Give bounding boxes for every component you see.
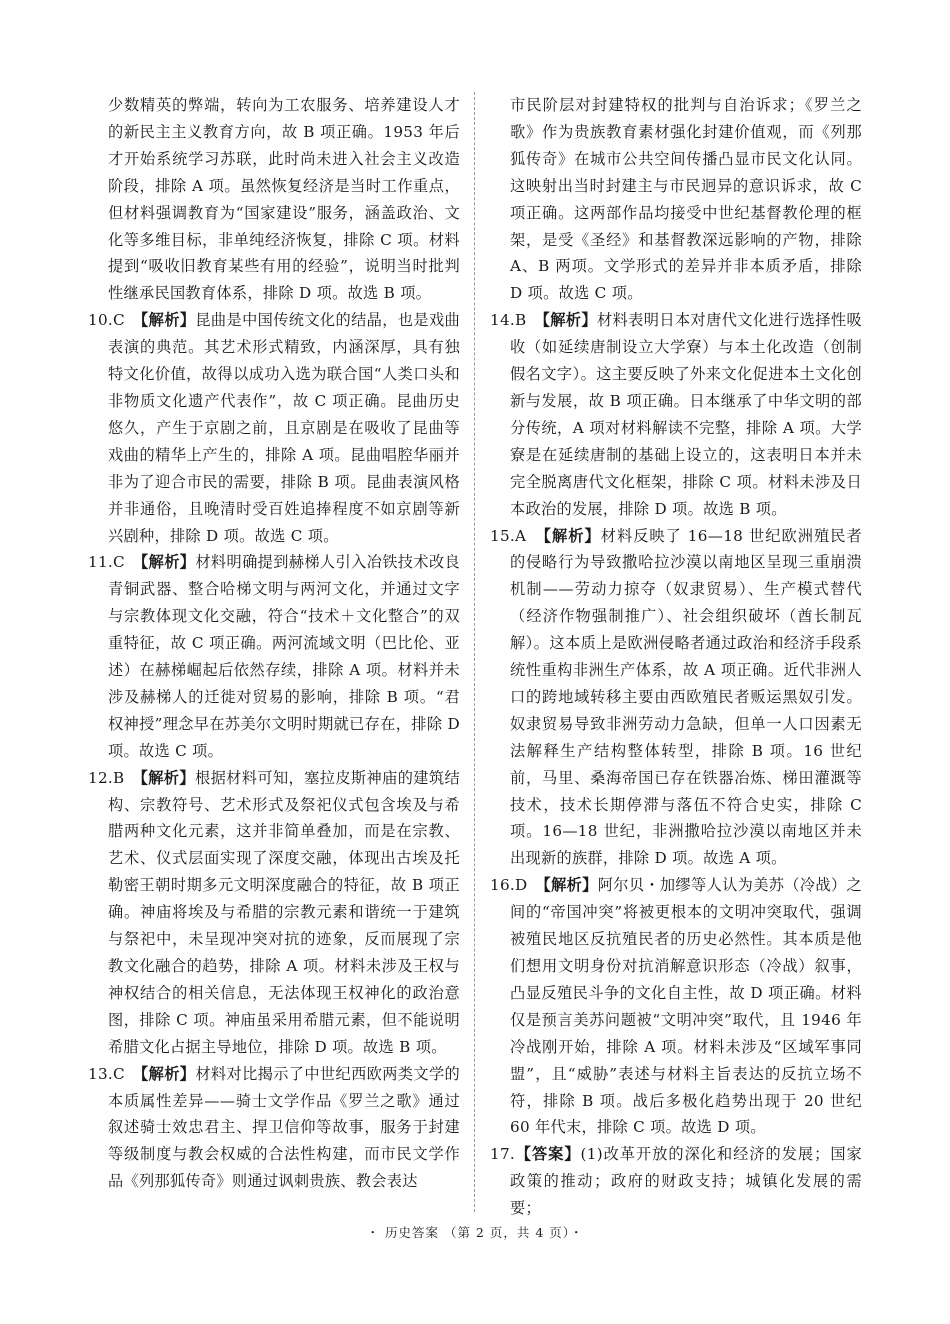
answer-item-14 bbox=[490, 307, 862, 522]
question-number: 11.C bbox=[88, 553, 125, 572]
answer-item-13 bbox=[88, 1061, 460, 1196]
question-number: 16.D bbox=[490, 876, 528, 895]
answer-item-17 bbox=[490, 1141, 862, 1222]
question-number: 14.B bbox=[490, 311, 527, 330]
page-footer: ・ 历史答案 （第 2 页，共 4 页）・ bbox=[366, 1225, 584, 1240]
analysis-text: 昆曲是中国传统文化的结晶，也是戏曲表演的典范。其艺术形式精致，内涵深厚，具有独特文化价值，故得以成功入选为联合国“人类口头和非物质文化遗产代表作”，故 C 项正确。昆曲历史悠久，产生于京剧之前，且京剧是在吸收了昆曲等戏曲的精华上产生的，排除 A 项。昆曲唱腔华丽并非为了迎合市民的需要，排除 B 项。昆曲表演风格并非通俗，且晚清时受百姓追捧程度不如京剧等新兴剧种，排除 D 项。故选 C 项。 bbox=[108, 311, 460, 545]
analysis-tag: 【解析】 bbox=[542, 311, 597, 330]
analysis-text: 材料对比揭示了中世纪西欧两类文学的本质属性差异——骑士文学作品《罗兰之歌》通过叙述骑士效忠君主、捍卫信仰等故事，服务于封建等级制度与教会权威的合法性构建，而市民文学作品《列那狐传奇》则通过讽刺贵族、教会表达 bbox=[108, 1064, 460, 1191]
question-number: 12.B bbox=[88, 768, 125, 787]
analysis-tag: 【解析】 bbox=[140, 1064, 196, 1083]
analysis-text: 材料表明日本对唐代文化进行选择性吸收（如延续唐制设立大学寮）与本土化改造（创制假名文字）。这主要反映了外来文化促进本土文化创新与发展，故 B 项正确。日本继承了中华文明的部分传统，A 项对材料解读不完整，排除 A 项。大学寮是在延续唐制的基础上设立的，这表明日本并未完全脱离唐代文化框架，排除 C 项。材料未涉及日本政治的发展，排除 D 项。故选 B 项。 bbox=[510, 311, 862, 518]
answer-tag: 【答案】 bbox=[515, 1145, 581, 1164]
answer-item-15 bbox=[490, 523, 862, 873]
question-number: 13.C bbox=[88, 1064, 125, 1083]
answer-item-10 bbox=[88, 307, 460, 549]
right-column bbox=[490, 92, 862, 1222]
answer-item-12 bbox=[88, 765, 460, 1061]
left-column bbox=[88, 92, 460, 1195]
answer-item-16 bbox=[490, 872, 862, 1141]
analysis-text: 根据材料可知，塞拉皮斯神庙的建筑结构、宗教符号、艺术形式及祭祀仪式包含埃及与希腊两种文化元素，这并非简单叠加，而是在宗教、艺术、仪式层面实现了深度交融，体现出古埃及托勒密王朝时期多元文明深度融合的特征，故 B 项正确。神庙将埃及与希腊的宗教元素和谐统一于建筑与祭祀中，未呈现冲突对抗的迹象，反而展现了宗教文化融合的趋势，排除 A 项。材料未涉及王权与神权结合的相关信息，无法体现王权神化的政治意图，排除 C 项。神庙虽采用希腊元素，但不能说明希腊文化占据主导地位，排除 D 项。故选 B 项。 bbox=[108, 768, 460, 1056]
question-number: 15.A bbox=[490, 526, 527, 545]
analysis-tag: 【解析】 bbox=[140, 553, 196, 572]
column-divider bbox=[474, 92, 475, 1212]
analysis-text: 材料反映了 16—18 世纪欧洲殖民者的侵略行为导致撒哈拉沙漠以南地区呈现三重崩溃机制——劳动力掠夺（奴隶贸易）、生产模式替代（经济作物强制推广）、社会组织破坏（酋长制瓦解）。这本质上是欧洲侵略者通过政治和经济手段系统性重构非洲生产体系，故 A 项正确。近代非洲人口的跨地域转移主要由西欧殖民者贩运黑奴引发。奴隶贸易导致非洲劳动力急缺，但单一人口因素无法解释生产结构整体转型，排除 B 项。16 世纪前，马里、桑海帝国已存在铁器冶炼、梯田灌溉等技术，技术长期停滞与落伍不符合史实，排除 C 项。16—18 世纪，非洲撒哈拉沙漠以南地区并未出现新的族群，排除 D 项。故选 A 项。 bbox=[510, 526, 862, 868]
answer-text: (1)改革开放的深化和经济的发展；国家政策的推动；政府的财政支持；城镇化发展的需要； bbox=[510, 1145, 862, 1218]
analysis-text: 材料明确提到赫梯人引入冶铁技术改良青铜武器、整合哈梯文明与两河文化，并通过文字与宗教体现文化交融，符合“技术＋文化整合”的双重特征，故 C 项正确。两河流域文明（巴比伦、亚述）在赫梯崛起后依然存续，排除 A 项。材料并未涉及赫梯人的迁徙对贸易的影响，排除 B 项。“君权神授”理念早在苏美尔文明时期就已存在，排除 D 项。故选 C 项。 bbox=[108, 553, 460, 760]
analysis-tag: 【解析】 bbox=[140, 768, 195, 787]
continuation-text: 市民阶层对封建特权的批判与自治诉求；《罗兰之歌》作为贵族教育素材强化封建价值观，而《列那狐传奇》在城市公共空间传播凸显市民文化认同。这映射出当时封建主与市民迥异的意识诉求，故 C 项正确。这两部作品均接受中世纪基督教伦理的框架，是受《圣经》和基督教深远影响的产物，排除 A、B 两项。文学形式的差异并非本质矛盾，排除 D 项。故选 C 项。 bbox=[510, 96, 862, 303]
question-number: 17. bbox=[490, 1145, 516, 1164]
analysis-text: 阿尔贝・加缪等人认为美苏（冷战）之间的“帝国冲突”将被更根本的文明冲突取代，强调被殖民地区反抗殖民者的历史必然性。其本质是他们想用文明身份对抗消解意识形态（冷战）叙事，凸显反殖民斗争的文化自主性，故 D 项正确。材料仅是预言美苏问题被“文明冲突”取代，且 1946 年冷战刚开始，排除 A 项。材料未涉及“区域军事同盟”，且“威胁”表述与材料主旨表达的反抗立场不符，排除 B 项。战后多极化趋势出现于 20 世纪 60 年代末，排除 C 项。故选 D 项。 bbox=[510, 876, 862, 1137]
analysis-tag: 【解析】 bbox=[543, 876, 598, 895]
continuation-text: 少数精英的弊端，转向为工农服务、培养建设人才的新民主主义教育方向，故 B 项正确。1953 年后才开始系统学习苏联，此时尚未进入社会主义改造阶段，排除 A 项。虽然恢复经济是当时工作重点，但材料强调教育为“国家建设”服务，涵盖政治、文化等多维目标，非单纯经济恢复，排除 C 项。材料提到“吸收旧教育某些有用的经验”，说明当时批判性继承民国教育体系，排除 D 项。故选 B 项。 bbox=[108, 96, 460, 303]
analysis-tag: 【解析】 bbox=[543, 526, 601, 545]
question-number: 10.C bbox=[88, 311, 125, 330]
analysis-tag: 【解析】 bbox=[140, 311, 196, 330]
answer-item-11 bbox=[88, 549, 460, 764]
